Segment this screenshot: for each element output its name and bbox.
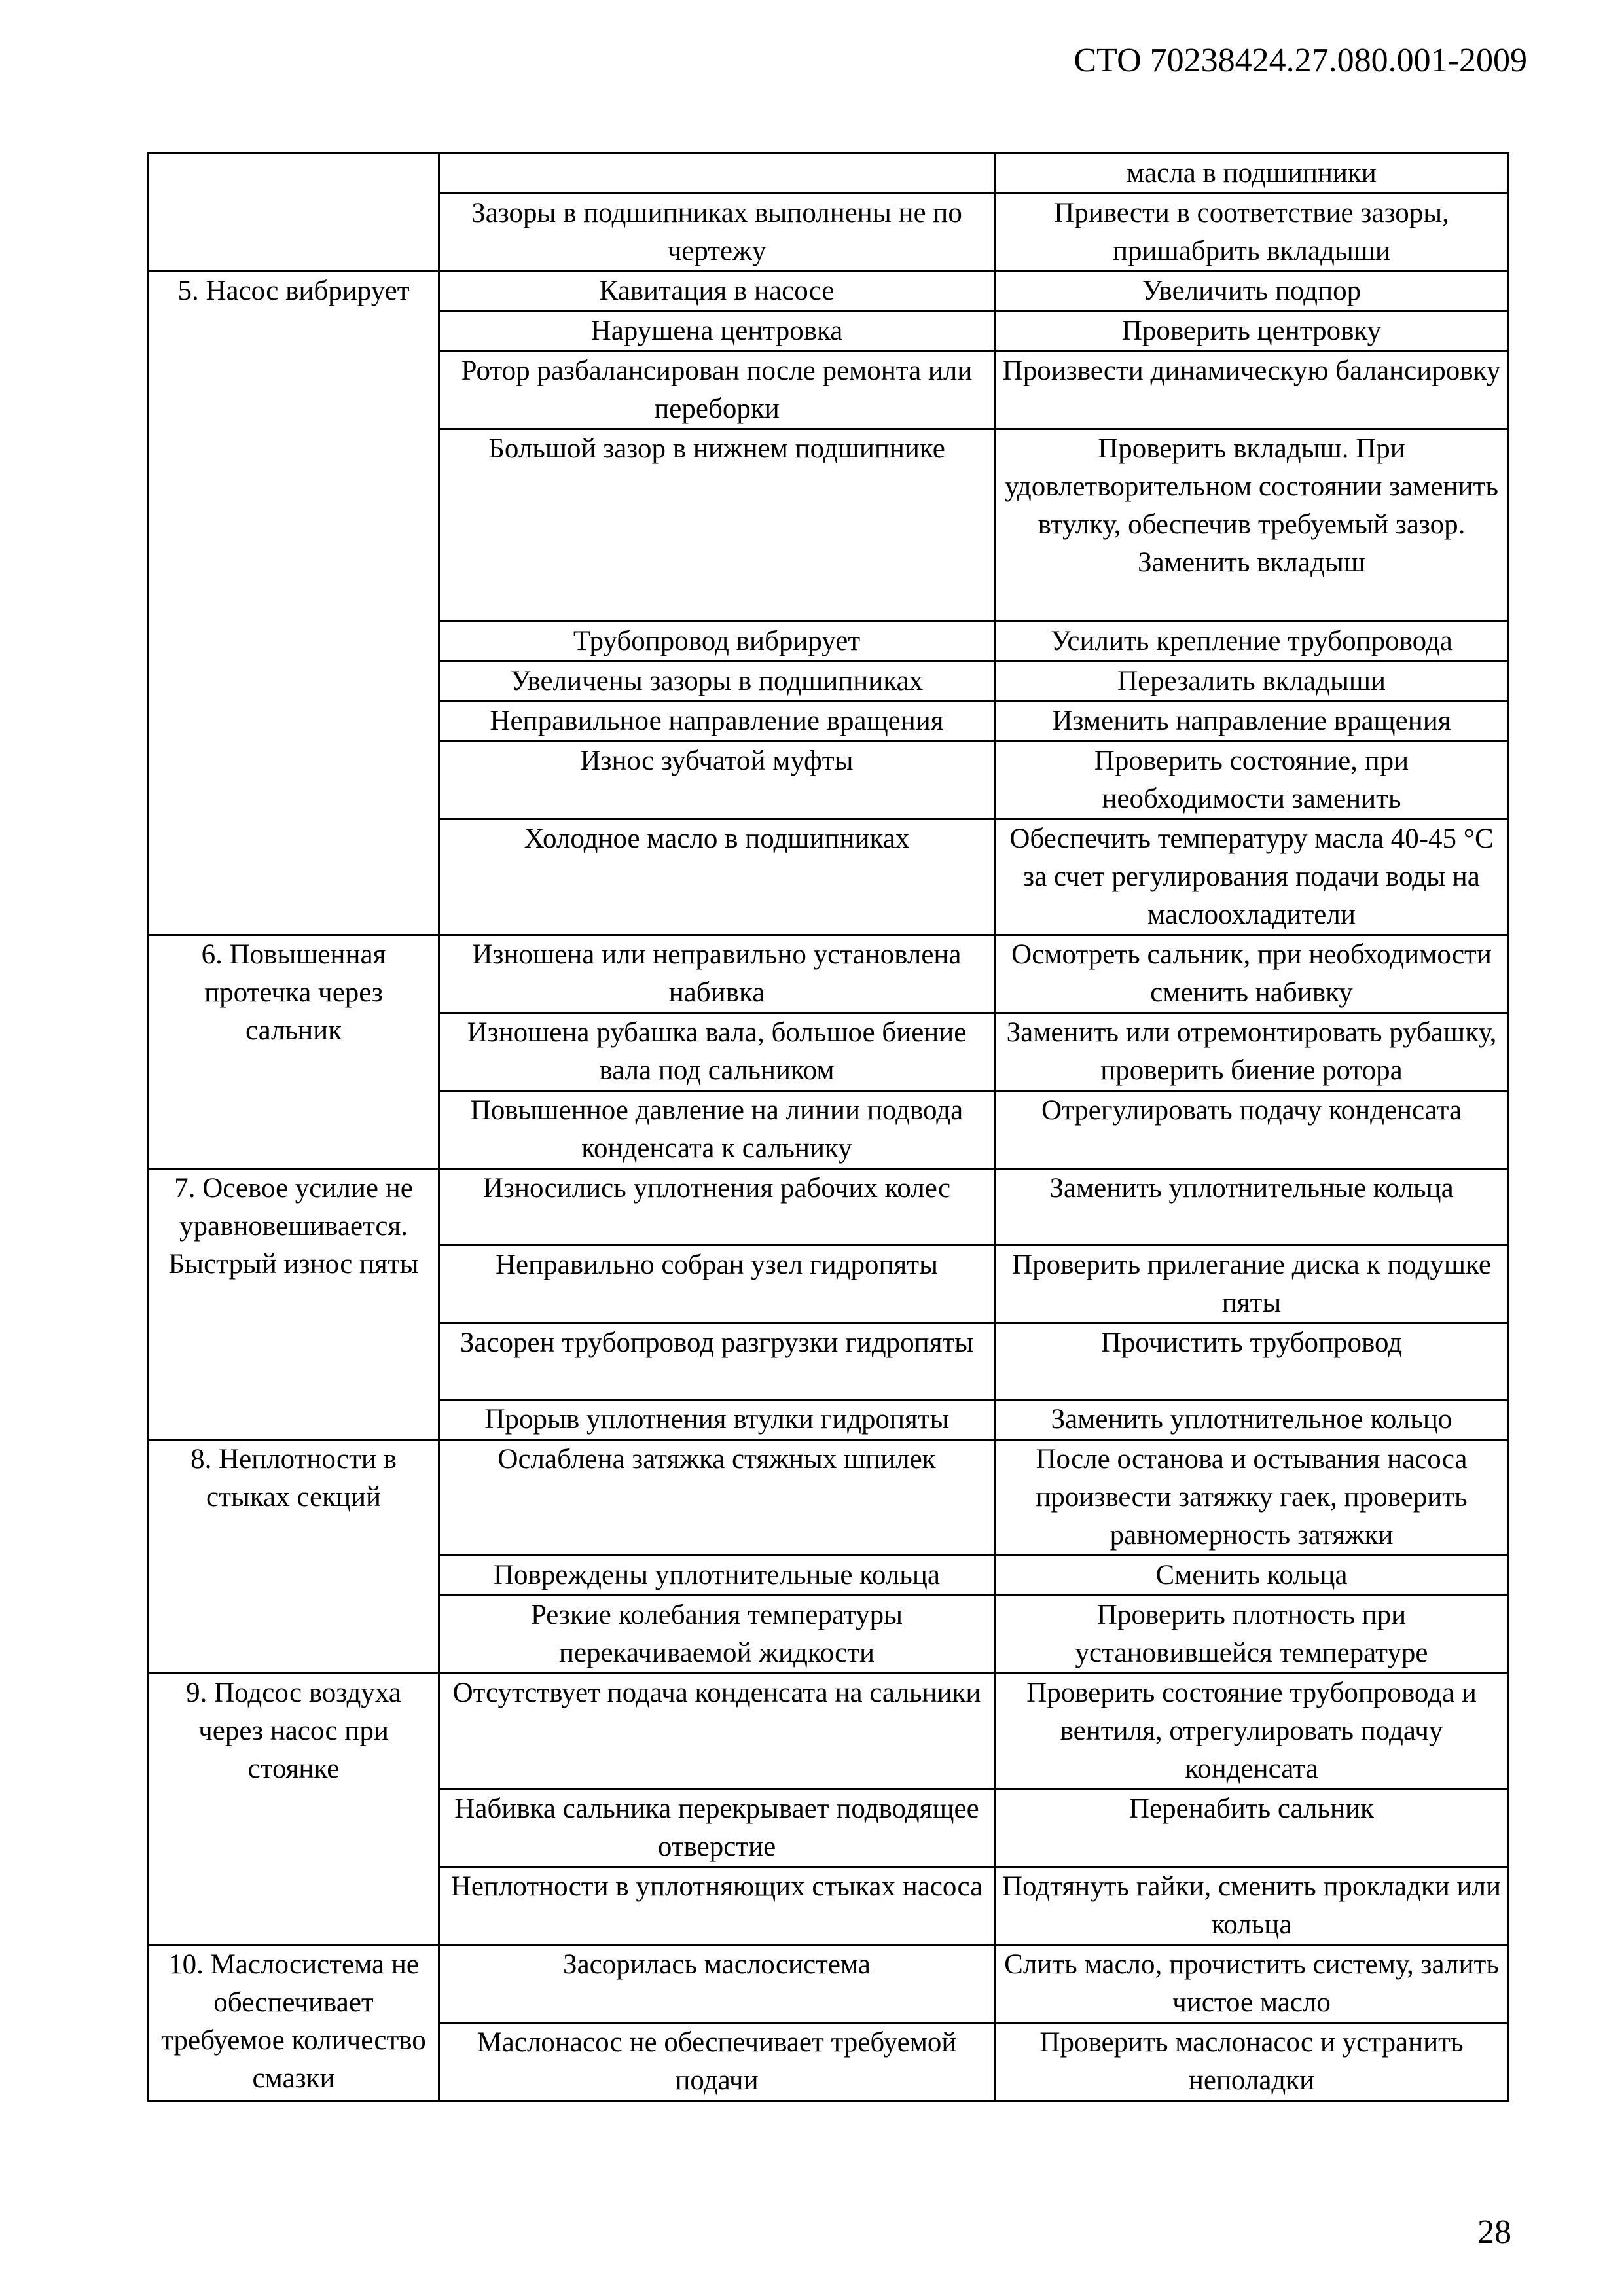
fault-cell: 8. Неплотности в стыках секций [149, 1440, 439, 1674]
cause-cell [439, 154, 995, 194]
cause-cell: Нарушена центровка [439, 312, 995, 351]
table-row [149, 935, 1509, 1013]
remedy-cell: Проверить вкладыш. При удовлетворительном состоянии заменить втулку, обеспечив требуемый зазор. Заменить вкладыш [995, 429, 1509, 622]
cause-cell: Неправильно собран узел гидропяты [439, 1246, 995, 1323]
remedy-cell: Проверить прилегание диска к подушке пяты [995, 1246, 1509, 1323]
document-code: СТО 70238424.27.080.001-2009 [1074, 42, 1527, 79]
cause-cell: Отсутствует подача конденсата на сальники [439, 1674, 995, 1789]
remedy-cell: Изменить направление вращения [995, 702, 1509, 742]
cause-cell: Повреждены уплотнительные кольца [439, 1556, 995, 1596]
table-row [149, 1169, 1509, 1246]
cause-cell: Трубопровод вибрирует [439, 622, 995, 662]
table-row [149, 1945, 1509, 2023]
remedy-cell: Заменить уплотнительное кольцо [995, 1400, 1509, 1440]
cause-cell: Набивка сальника перекрывает подводящее отверстие [439, 1789, 995, 1867]
remedy-cell: Перезалить вкладыши [995, 662, 1509, 702]
cause-cell: Увеличены зазоры в подшипниках [439, 662, 995, 702]
remedy-cell: Проверить маслонасос и устранить неполадки [995, 2023, 1509, 2101]
fault-cell: 6. Повышенная протечка через сальник [149, 935, 439, 1169]
table-row [149, 1674, 1509, 1789]
remedy-cell: Проверить состояние, при необходимости заменить [995, 742, 1509, 819]
cause-cell: Изношена рубашка вала, большое биение вала под сальником [439, 1013, 995, 1091]
remedy-cell: Перенабить сальник [995, 1789, 1509, 1867]
remedy-cell: Подтянуть гайки, сменить прокладки или кольца [995, 1867, 1509, 1945]
fault-cell [149, 154, 439, 272]
cause-cell: Неплотности в уплотняющих стыках насоса [439, 1867, 995, 1945]
cause-cell: Повышенное давление на линии подвода конденсата к сальнику [439, 1091, 995, 1169]
remedy-cell: Увеличить подпор [995, 272, 1509, 312]
cause-cell: Холодное масло в подшипниках [439, 819, 995, 935]
remedy-cell: Усилить крепление трубопровода [995, 622, 1509, 662]
cause-cell: Большой зазор в нижнем подшипнике [439, 429, 995, 622]
cause-cell: Неправильное направление вращения [439, 702, 995, 742]
cause-cell: Засорилась маслосистема [439, 1945, 995, 2023]
remedy-cell: Сменить кольца [995, 1556, 1509, 1596]
table-row [149, 272, 1509, 312]
cause-cell: Ослаблена затяжка стяжных шпилек [439, 1440, 995, 1556]
cause-cell: Прорыв уплотнения втулки гидропяты [439, 1400, 995, 1440]
table-body [149, 154, 1509, 2101]
page-number: 28 [1477, 2214, 1511, 2251]
cause-cell: Засорен трубопровод разгрузки гидропяты [439, 1323, 995, 1400]
remedy-cell: Заменить уплотнительные кольца [995, 1169, 1509, 1246]
cause-cell: Ротор разбалансирован после ремонта или переборки [439, 351, 995, 429]
fault-cell: 9. Подсос воздуха через насос при стоянке [149, 1674, 439, 1945]
cause-cell: Износились уплотнения рабочих колес [439, 1169, 995, 1246]
fault-cell: 10. Маслосистема не обеспечивает требуемое количество смазки [149, 1945, 439, 2101]
remedy-cell: Обеспечить температуру масла 40-45 °С за счет регулирования подачи воды на маслоохладители [995, 819, 1509, 935]
remedy-cell: После останова и остывания насоса произвести затяжку гаек, проверить равномерность затяжки [995, 1440, 1509, 1556]
cause-cell: Износ зубчатой муфты [439, 742, 995, 819]
cause-cell: Зазоры в подшипниках выполнены не по чертежу [439, 194, 995, 272]
remedy-cell: Слить масло, прочистить систему, залить чистое масло [995, 1945, 1509, 2023]
table-row [149, 1440, 1509, 1556]
fault-cell: 7. Осевое усилие не уравновешивается. Быстрый износ пяты [149, 1169, 439, 1440]
fault-cell: 5. Насос вибрирует [149, 272, 439, 935]
cause-cell: Маслонасос не обеспечивает требуемой подачи [439, 2023, 995, 2101]
remedy-cell: Проверить центровку [995, 312, 1509, 351]
cause-cell: Изношена или неправильно установлена набивка [439, 935, 995, 1013]
cause-cell: Кавитация в насосе [439, 272, 995, 312]
remedy-cell: Проверить состояние трубопровода и вентиля, отрегулировать подачу конденсата [995, 1674, 1509, 1789]
remedy-cell: масла в подшипники [995, 154, 1509, 194]
troubleshooting-table [147, 152, 1509, 2102]
remedy-cell: Проверить плотность при установившейся температуре [995, 1596, 1509, 1674]
cause-cell: Резкие колебания температуры перекачиваемой жидкости [439, 1596, 995, 1674]
remedy-cell: Произвести динамическую балансировку [995, 351, 1509, 429]
remedy-cell: Прочистить трубопровод [995, 1323, 1509, 1400]
table-row [149, 154, 1509, 194]
remedy-cell: Отрегулировать подачу конденсата [995, 1091, 1509, 1169]
remedy-cell: Заменить или отремонтировать рубашку, проверить биение ротора [995, 1013, 1509, 1091]
remedy-cell: Осмотреть сальник, при необходимости сменить набивку [995, 935, 1509, 1013]
remedy-cell: Привести в соответствие зазоры, пришабрить вкладыши [995, 194, 1509, 272]
